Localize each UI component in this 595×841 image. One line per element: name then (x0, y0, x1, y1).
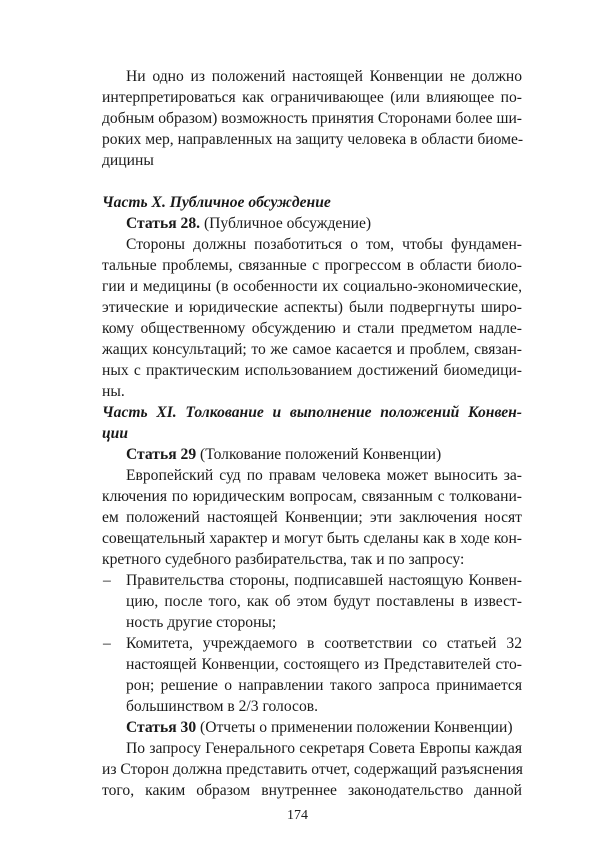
article-title (126, 444, 522, 465)
paragraph-line: ных с практическим использованием достижений биомедици- (102, 362, 522, 379)
paragraph-line: добным образом) возможность принятия Сторонами более ши- (102, 110, 522, 127)
section-heading: ции (102, 425, 129, 442)
paragraph-line: По запросу Генерального секретаря Совета Европы каждая (126, 740, 522, 757)
paragraph-line: ключения по юридическим вопросам, связанным с толковани- (102, 488, 522, 505)
paragraph-line: интерпретироваться как ограничивающее (или влияющее по- (102, 89, 522, 106)
list-item-line: Комитета, учреждаемого в соответствии со статьей 32 (126, 635, 522, 652)
page-number: 174 (287, 808, 308, 823)
paragraph-line: этические и юридические аспекты) были подвергнуты широ- (102, 299, 522, 316)
list-item-line: ность другие стороны; (126, 614, 277, 631)
article-title (126, 717, 522, 738)
article-name: (Публичное обсуждение) (200, 215, 372, 232)
paragraph-line: Стороны должны позаботиться о том, чтобы фундамен- (126, 236, 522, 253)
list-item-line: большинством в 2/3 голосов. (126, 698, 319, 715)
paragraph-line: Европейский суд по правам человека может выносить за- (126, 467, 522, 484)
paragraph-line: кретного судебного разбирательства, так и по запросу: (102, 551, 465, 568)
article-number: Статья 29 (126, 446, 197, 463)
paragraph-line: ны. (102, 383, 125, 400)
paragraph-line: из Сторон должна представить отчет, содержащий разъяснения (102, 761, 523, 778)
paragraph-line: кому общественному обсуждению и стали предметом надле- (102, 320, 522, 337)
list-bullet: – (103, 635, 111, 652)
article-name: (Отчеты о применении положении Конвенции) (196, 719, 513, 736)
article-name: (Толкование положений Конвенции) (196, 446, 442, 463)
list-item-line: настоящей Конвенции, состоящего из Представителей сто- (126, 656, 522, 673)
article-number: Статья 28. (126, 215, 201, 232)
paragraph-line: гии и медицины (в особенности их социально-экономические, (102, 278, 522, 295)
paragraph-line: совещательный характер и могут быть сделаны как в ходе кон- (102, 530, 522, 547)
list-bullet: – (103, 572, 111, 589)
section-heading: Часть XI. Толкование и выполнение положений Конвен- (102, 404, 522, 421)
article-title (126, 213, 522, 234)
paragraph-line: тальные проблемы, связанные с прогрессом в области биоло- (102, 257, 522, 274)
article-number: Статья 30 (126, 719, 197, 736)
paragraph-line: того, каким образом внутреннее законодательство данной (102, 782, 522, 799)
paragraph-line: жащих консультаций; то же самое касается и проблем, связан- (102, 341, 522, 358)
paragraph-line: дицины (102, 152, 154, 169)
list-item-line: рон; решение о направлении такого запроса принимается (126, 677, 522, 694)
list-item-line: Правительства стороны, подписавшей настоящую Конвен- (126, 572, 522, 589)
paragraph-line: Ни одно из положений настоящей Конвенции не должно (126, 68, 522, 85)
section-heading: Часть X. Публичное обсуждение (102, 194, 331, 211)
list-item-line: цию, после того, как об этом будут поставлены в извест- (126, 593, 522, 610)
paragraph-line: ем положений настоящей Конвенции; эти заключения носят (102, 509, 522, 526)
paragraph-line: роких мер, направленных на защиту человека в области биоме- (102, 131, 524, 148)
